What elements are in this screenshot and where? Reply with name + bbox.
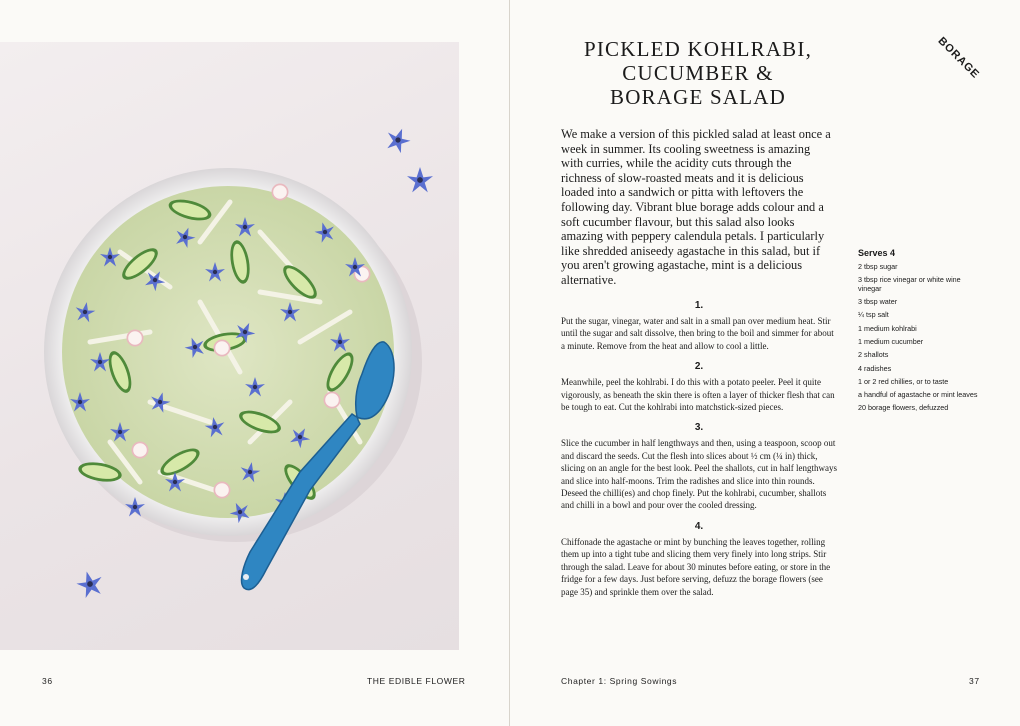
step-number: 4. bbox=[694, 520, 704, 532]
method-step bbox=[561, 521, 837, 598]
recipe-intro: We make a version of this pickled salad at least once a week in summer. Its cooling sweetness is amazing with curries, while the acidity cuts through the richness of slow-roasted meats and it is delicious loaded into a sandwich or pitta with leftovers the following day. Vibrant blue borage adds colour and a soft cucumber flavour, but this salad also looks amazing with peppery calendula petals. I particularly like shredded aniseedy agastache in this salad, but if you aren't growing agastache, mint is a delicious alternative. bbox=[561, 127, 831, 287]
right-page bbox=[510, 0, 1020, 726]
method-step bbox=[561, 361, 837, 413]
step-text: Chiffonade the agastache or mint by bunching the leaves together, rolling them up into a tight tube and slicing them very finely into long strips. Stir through the salad. Leave for about 30 minutes before eating, or store in the fridge for a few days. Just before serving, defuzz the borage flowers (see page 35) and sprinkle them over the salad. bbox=[561, 536, 831, 597]
method-steps bbox=[561, 300, 837, 607]
ingredient-item: a handful of agastache or mint leaves bbox=[858, 390, 978, 400]
recipe-title-line: PICKLED KOHLRABI, bbox=[583, 37, 813, 61]
recipe-title-line: BORAGE SALAD bbox=[610, 85, 786, 109]
step-number: 3. bbox=[694, 422, 704, 434]
recipe-title-line: CUCUMBER & bbox=[622, 61, 774, 85]
ingredient-item: 2 shallots bbox=[858, 350, 889, 360]
ingredient-item: 1 medium cucumber bbox=[858, 337, 924, 346]
ingredients-list bbox=[858, 248, 978, 418]
ingredient-item: 4 radishes bbox=[858, 363, 892, 373]
serves-heading: Serves 4 bbox=[858, 248, 896, 258]
ingredient-item: 20 borage flowers, defuzzed bbox=[858, 403, 949, 413]
step-number: 2. bbox=[694, 361, 704, 373]
chapter-footer: Chapter 1: Spring Sowings bbox=[561, 676, 678, 686]
recipe-title bbox=[564, 37, 832, 109]
left-page-number: 36 bbox=[42, 676, 53, 686]
running-head: THE EDIBLE FLOWER bbox=[367, 676, 466, 686]
step-text: Put the sugar, vinegar, water and salt in a small pan over medium heat. Stir until the sugar and salt dissolve, then bring to the boil and simmer for about a minute. Remove from the heat and allow to cool a little. bbox=[561, 316, 834, 351]
ingredient-item: 2 tbsp sugar bbox=[858, 262, 898, 271]
ingredient-item: 1 or 2 red chillies, or to taste bbox=[858, 376, 949, 386]
ingredient-item: 1 medium kohlrabi bbox=[858, 323, 917, 333]
salad-photo bbox=[0, 42, 459, 650]
ingredient-item: 3 tbsp water bbox=[858, 297, 898, 307]
ingredient-item: 3 tbsp rice vinegar or white wine vinegar bbox=[858, 275, 961, 293]
ingredient-item: ¼ tsp salt bbox=[858, 310, 889, 320]
salad-bowl-illustration bbox=[0, 42, 459, 650]
step-text: Slice the cucumber in half lengthways and then, using a teaspoon, scoop out and discard the seeds. Cut the flesh into slices about ½ cm (¼ in) thick, slicing on an angle for the best look. Peel the shallots, cut in half lengthways and slice into half-moons. Trim the radishes and slice into thin rounds. Deseed the chilli(es) and chop finely. Put the kohlrabi, cucumber, shallots and chilli in a bowl and pour over the cooled dressing. bbox=[561, 438, 837, 511]
method-step bbox=[561, 300, 837, 352]
right-page-number: 37 bbox=[969, 676, 980, 686]
step-text: Meanwhile, peel the kohlrabi. I do this with a potato peeler. Peel it quite vigorously, as beneath the skin there is often a layer of thicker flesh that can be tough to eat. Cut the kohlrabi into matchstick-sized pieces. bbox=[561, 377, 835, 413]
section-tab: BORAGE bbox=[935, 34, 982, 82]
method-step bbox=[561, 422, 837, 511]
step-number: 1. bbox=[694, 300, 704, 311]
